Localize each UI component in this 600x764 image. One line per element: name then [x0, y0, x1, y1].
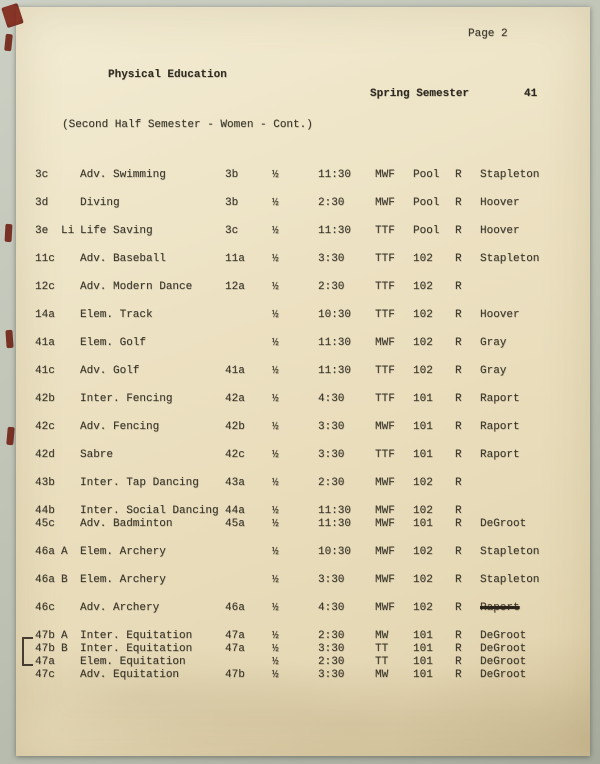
- course-time: 10:30: [318, 309, 352, 321]
- course-schedule-table: [35, 169, 583, 697]
- course-prerequisite: 47b: [225, 669, 245, 681]
- course-room: 101: [413, 518, 433, 530]
- course-title: Sabre: [80, 449, 114, 461]
- course-room: 101: [413, 630, 433, 642]
- course-number: 3e: [35, 225, 49, 237]
- course-number: 45c: [35, 518, 55, 530]
- course-group: [35, 281, 583, 293]
- course-section-letter: [61, 669, 80, 681]
- course-r-flag: R: [455, 505, 462, 517]
- course-r-flag: R: [455, 393, 462, 405]
- course-prerequisite: 43a: [225, 477, 245, 489]
- course-prerequisite: 42c: [225, 449, 245, 461]
- course-section-letter: [61, 449, 80, 461]
- course-number: 41a: [35, 337, 55, 349]
- course-room: Pool: [413, 197, 440, 209]
- course-r-flag: R: [455, 518, 462, 530]
- course-section-letter: Li: [61, 225, 75, 237]
- course-row: [35, 574, 583, 586]
- course-credit: ½: [272, 421, 279, 433]
- course-instructor: DeGroot: [480, 630, 527, 642]
- course-room: 101: [413, 656, 433, 668]
- course-number: 14a: [35, 309, 55, 321]
- course-instructor: Stapleton: [480, 574, 540, 586]
- course-number: 42c: [35, 421, 55, 433]
- course-r-flag: R: [455, 477, 462, 489]
- course-instructor: Gray: [480, 337, 507, 349]
- course-prerequisite: 3b: [225, 169, 239, 181]
- course-section-letter: [61, 281, 80, 293]
- course-number: 3d: [35, 197, 49, 209]
- course-group: [35, 253, 583, 265]
- course-group: [35, 169, 583, 181]
- course-room: 102: [413, 309, 433, 321]
- paper-sheet: [16, 7, 590, 756]
- course-row: [35, 505, 583, 517]
- course-credit: ½: [272, 518, 279, 530]
- course-room: 102: [413, 505, 433, 517]
- course-section-letter: [61, 365, 80, 377]
- course-time: 11:30: [318, 337, 352, 349]
- course-row: [35, 365, 583, 377]
- course-r-flag: R: [455, 546, 462, 558]
- course-time: 11:30: [318, 505, 352, 517]
- course-days: TT: [375, 643, 389, 655]
- course-number: 47b: [35, 630, 55, 642]
- course-prerequisite: [225, 309, 272, 321]
- course-prerequisite: 47a: [225, 630, 245, 642]
- course-title: Inter. Social Dancing: [80, 505, 219, 517]
- course-group: [35, 574, 583, 586]
- course-number: 47c: [35, 669, 55, 681]
- section-subtitle: (Second Half Semester - Women - Cont.): [62, 119, 313, 131]
- course-section-letter: [61, 602, 80, 614]
- course-time: 2:30: [318, 630, 345, 642]
- course-time: 4:30: [318, 393, 345, 405]
- red-edge-mark: [6, 427, 15, 446]
- course-title: Elem. Archery: [80, 574, 166, 586]
- course-room: 102: [413, 365, 433, 377]
- course-days: MWF: [375, 505, 395, 517]
- course-credit: ½: [272, 309, 279, 321]
- course-r-flag: R: [455, 337, 462, 349]
- course-r-flag: R: [455, 309, 462, 321]
- course-section-letter: [61, 309, 80, 321]
- course-title: Adv. Swimming: [80, 169, 166, 181]
- course-title: Adv. Badminton: [80, 518, 173, 530]
- course-title: Inter. Equitation: [80, 630, 193, 642]
- course-group: [35, 630, 583, 681]
- course-credit: ½: [272, 630, 279, 642]
- course-section-letter: B: [61, 574, 68, 586]
- course-r-flag: R: [455, 669, 462, 681]
- course-number: 42d: [35, 449, 55, 461]
- course-room: 101: [413, 421, 433, 433]
- course-r-flag: R: [455, 602, 462, 614]
- course-group: [35, 505, 583, 530]
- course-time: 2:30: [318, 656, 345, 668]
- course-group: [35, 546, 583, 558]
- course-time: 3:30: [318, 421, 345, 433]
- course-instructor: Stapleton: [480, 169, 540, 181]
- course-title: Adv. Golf: [80, 365, 140, 377]
- course-prerequisite: [225, 656, 272, 668]
- course-row: [35, 630, 583, 642]
- course-instructor: DeGroot: [480, 656, 527, 668]
- margin-bracket-mark: [22, 637, 33, 666]
- course-group: [35, 421, 583, 433]
- course-room: 102: [413, 546, 433, 558]
- course-row: [35, 669, 583, 681]
- course-title: Diving: [80, 197, 120, 209]
- course-time: 2:30: [318, 477, 345, 489]
- course-room: 102: [413, 253, 433, 265]
- course-group: [35, 393, 583, 405]
- red-edge-mark: [4, 34, 13, 52]
- course-days: MW: [375, 669, 389, 681]
- course-credit: ½: [272, 574, 279, 586]
- course-row: [35, 643, 583, 655]
- course-room: Pool: [413, 225, 440, 237]
- course-group: [35, 309, 583, 321]
- course-r-flag: R: [455, 281, 462, 293]
- department-title: Physical Education: [108, 69, 227, 81]
- course-section-letter: [61, 253, 80, 265]
- course-number: 47b: [35, 643, 55, 655]
- course-section-letter: [61, 656, 80, 668]
- course-instructor: Raport: [480, 449, 520, 461]
- course-instructor: DeGroot: [480, 669, 527, 681]
- course-prerequisite: 11a: [225, 253, 245, 265]
- course-prerequisite: 47a: [225, 643, 245, 655]
- course-title: Elem. Equitation: [80, 656, 186, 668]
- course-days: MWF: [375, 421, 395, 433]
- course-title: Elem. Golf: [80, 337, 147, 349]
- course-days: TTF: [375, 393, 395, 405]
- course-group: [35, 602, 583, 614]
- course-prerequisite: [225, 546, 272, 558]
- course-prerequisite: 3b: [225, 197, 239, 209]
- course-number: 12c: [35, 281, 55, 293]
- course-row: [35, 197, 583, 209]
- course-time: 3:30: [318, 643, 345, 655]
- course-title: Adv. Baseball: [80, 253, 166, 265]
- course-credit: ½: [272, 546, 279, 558]
- course-row: [35, 449, 583, 461]
- course-r-flag: R: [455, 197, 462, 209]
- course-days: TTF: [375, 449, 395, 461]
- course-title: Adv. Fencing: [80, 421, 160, 433]
- course-time: 4:30: [318, 602, 345, 614]
- course-room: 101: [413, 449, 433, 461]
- course-instructor: Gray: [480, 365, 507, 377]
- course-title: Elem. Archery: [80, 546, 166, 558]
- course-row: [35, 421, 583, 433]
- course-row: [35, 602, 583, 614]
- course-days: TTF: [375, 253, 395, 265]
- course-row: [35, 169, 583, 181]
- course-days: MWF: [375, 602, 395, 614]
- course-instructor: Hoover: [480, 309, 520, 321]
- course-days: TTF: [375, 281, 395, 293]
- course-time: 3:30: [318, 253, 345, 265]
- course-credit: ½: [272, 253, 279, 265]
- course-credit: ½: [272, 477, 279, 489]
- course-time: 11:30: [318, 225, 352, 237]
- course-credit: ½: [272, 281, 279, 293]
- course-time: 2:30: [318, 281, 345, 293]
- course-credit: ½: [272, 337, 279, 349]
- course-group: [35, 197, 583, 209]
- course-title: Life Saving: [80, 225, 153, 237]
- course-row: [35, 518, 583, 530]
- course-title: Elem. Track: [80, 309, 153, 321]
- course-group: [35, 337, 583, 349]
- red-edge-mark: [5, 224, 13, 242]
- course-row: [35, 225, 583, 237]
- course-number: 46a: [35, 546, 55, 558]
- course-instructor: Hoover: [480, 225, 520, 237]
- course-days: TTF: [375, 309, 395, 321]
- course-section-letter: [61, 393, 80, 405]
- course-section-letter: [61, 337, 80, 349]
- course-credit: ½: [272, 449, 279, 461]
- course-instructor: Stapleton: [480, 253, 540, 265]
- course-credit: ½: [272, 365, 279, 377]
- course-r-flag: R: [455, 643, 462, 655]
- course-time: 2:30: [318, 197, 345, 209]
- course-number: 47a: [35, 656, 55, 668]
- course-r-flag: R: [455, 449, 462, 461]
- course-row: [35, 656, 583, 668]
- course-prerequisite: [225, 574, 272, 586]
- course-time: 3:30: [318, 449, 345, 461]
- course-title: Inter. Equitation: [80, 643, 193, 655]
- course-credit: ½: [272, 602, 279, 614]
- course-days: MW: [375, 630, 389, 642]
- course-title: Inter. Fencing: [80, 393, 173, 405]
- course-number: 46a: [35, 574, 55, 586]
- semester-label: Spring Semester: [370, 88, 470, 100]
- course-r-flag: R: [455, 169, 462, 181]
- course-credit: ½: [272, 505, 279, 517]
- course-days: MWF: [375, 477, 395, 489]
- course-r-flag: R: [455, 225, 462, 237]
- course-prerequisite: 45a: [225, 518, 245, 530]
- course-number: 42b: [35, 393, 55, 405]
- course-title: Adv. Archery: [80, 602, 160, 614]
- course-row: [35, 253, 583, 265]
- page-number: Page 2: [468, 28, 508, 40]
- course-number: 3c: [35, 169, 49, 181]
- course-time: 11:30: [318, 169, 352, 181]
- course-instructor: Raport: [480, 602, 520, 614]
- course-section-letter: [61, 518, 80, 530]
- course-instructor: Raport: [480, 393, 520, 405]
- course-number: 44b: [35, 505, 55, 517]
- course-number: 46c: [35, 602, 55, 614]
- course-group: [35, 477, 583, 489]
- course-section-letter: [61, 477, 80, 489]
- course-days: MWF: [375, 574, 395, 586]
- course-prerequisite: 42a: [225, 393, 245, 405]
- course-days: TT: [375, 656, 389, 668]
- course-title: Adv. Equitation: [80, 669, 180, 681]
- course-section-letter: A: [61, 546, 68, 558]
- course-days: TTF: [375, 365, 395, 377]
- course-r-flag: R: [455, 365, 462, 377]
- course-prerequisite: 46a: [225, 602, 245, 614]
- course-section-letter: A: [61, 630, 68, 642]
- course-section-letter: [61, 197, 80, 209]
- course-days: MWF: [375, 518, 395, 530]
- course-section-letter: [61, 421, 80, 433]
- course-room: 102: [413, 281, 433, 293]
- course-room: 102: [413, 574, 433, 586]
- course-days: MWF: [375, 169, 395, 181]
- course-instructor: DeGroot: [480, 643, 527, 655]
- course-r-flag: R: [455, 630, 462, 642]
- course-instructor: Stapleton: [480, 546, 540, 558]
- course-time: 3:30: [318, 669, 345, 681]
- course-section-letter: B: [61, 643, 68, 655]
- course-row: [35, 393, 583, 405]
- course-credit: ½: [272, 643, 279, 655]
- course-row: [35, 546, 583, 558]
- course-number: 11c: [35, 253, 55, 265]
- course-room: 102: [413, 477, 433, 489]
- course-prerequisite: 42b: [225, 421, 245, 433]
- course-instructor: Hoover: [480, 197, 520, 209]
- course-days: MWF: [375, 546, 395, 558]
- course-credit: ½: [272, 169, 279, 181]
- course-group: [35, 225, 583, 237]
- course-credit: ½: [272, 225, 279, 237]
- course-row: [35, 281, 583, 293]
- course-row: [35, 309, 583, 321]
- course-prerequisite: 3c: [225, 225, 239, 237]
- course-row: [35, 337, 583, 349]
- course-prerequisite: [225, 337, 272, 349]
- course-r-flag: R: [455, 421, 462, 433]
- course-days: MWF: [375, 197, 395, 209]
- course-r-flag: R: [455, 253, 462, 265]
- course-r-flag: R: [455, 574, 462, 586]
- course-time: 3:30: [318, 574, 345, 586]
- course-row: [35, 477, 583, 489]
- course-prerequisite: 44a: [225, 505, 245, 517]
- course-room: 102: [413, 602, 433, 614]
- course-credit: ½: [272, 669, 279, 681]
- course-room: 101: [413, 393, 433, 405]
- course-section-letter: [61, 505, 80, 517]
- course-room: 101: [413, 643, 433, 655]
- course-room: 102: [413, 337, 433, 349]
- course-time: 10:30: [318, 546, 352, 558]
- course-number: 41c: [35, 365, 55, 377]
- course-prerequisite: 41a: [225, 365, 245, 377]
- course-number: 43b: [35, 477, 55, 489]
- course-title: Adv. Modern Dance: [80, 281, 193, 293]
- course-room: 101: [413, 669, 433, 681]
- course-instructor: DeGroot: [480, 518, 527, 530]
- course-section-letter: [61, 169, 80, 181]
- course-prerequisite: 12a: [225, 281, 245, 293]
- course-room: Pool: [413, 169, 440, 181]
- red-edge-mark: [5, 330, 13, 348]
- course-credit: ½: [272, 656, 279, 668]
- course-r-flag: R: [455, 656, 462, 668]
- course-credit: ½: [272, 393, 279, 405]
- course-time: 11:30: [318, 518, 352, 530]
- course-time: 11:30: [318, 365, 352, 377]
- course-group: [35, 449, 583, 461]
- course-title: Inter. Tap Dancing: [80, 477, 199, 489]
- course-credit: ½: [272, 197, 279, 209]
- course-group: [35, 365, 583, 377]
- year-label: 41: [524, 88, 538, 100]
- course-days: TTF: [375, 225, 395, 237]
- course-instructor: Raport: [480, 421, 520, 433]
- course-days: MWF: [375, 337, 395, 349]
